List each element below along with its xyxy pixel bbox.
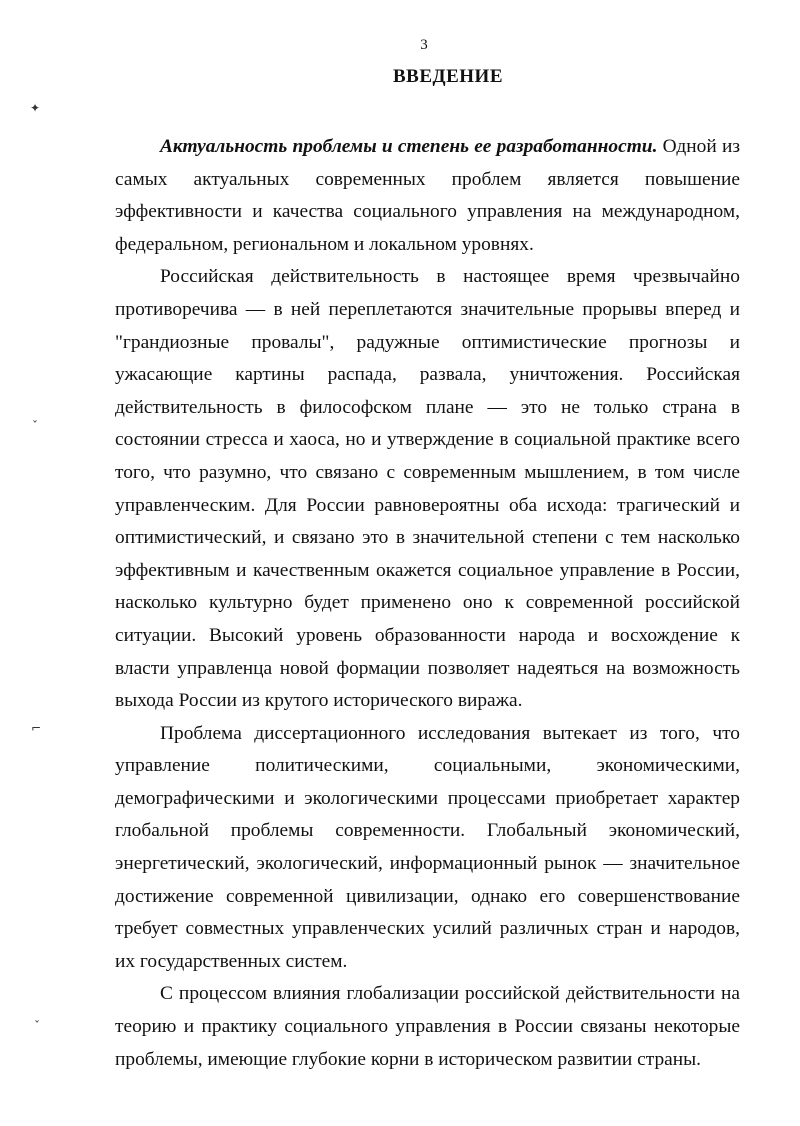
paragraph-globalization (115, 978, 740, 1076)
scan-mark-icon: ˇ (34, 1019, 40, 1033)
paragraph-text: Российская действительность в настоящее время чрезвычайно противоречива — в ней переплетаются значительные прорывы вперед и "грандиозные провалы", радужные оптимистические прогнозы и ужасающие картины распада, развала, уничтожения. Российская действительность в философском плане — это не только страна в состоянии стресса и хаоса, но и утверждение в социальной практике всего того, что разумно, что связано с современным мышлением, в том числе управленческим. Для России равновероятны оба исхода: трагический и оптимистический, и связано это в значительной степени с тем насколько эффективным и качественным окажется социальное управление в России, насколько культурно будет применено оно к современной российской ситуации. Высокий уровень образованности народа и восхождение к власти управленца новой формации позволяет надеяться на возможность выхода России из крутого исторического виража. (115, 266, 740, 712)
page-title: ВВЕДЕНИЕ (393, 66, 503, 87)
page-number: 3 (420, 37, 428, 53)
scan-mark-icon: ˇ (32, 419, 38, 433)
paragraph-text: Одной из самых актуальных современных проблем является повышение эффективности и качества социального управления на международном, федеральном, региональном и локальном уровнях. (115, 136, 741, 255)
paragraph-text: Проблема диссертационного исследования вытекает из того, что управление политическими, социальными, экономическими, демографическими и экологическими процессами приобретает характер глобальной проблемы современности. Глобальный экономический, энергетический, экологический, информационный рынок — значительное достижение современной цивилизации, однако его совершенствование требует совместных управленческих усилий различных стран и народов, их государственных систем. (115, 722, 740, 972)
document-body (115, 131, 740, 1076)
paragraph-research-problem (115, 718, 740, 979)
paragraph-relevance (115, 131, 740, 261)
scan-mark-icon: ✦ (30, 101, 41, 115)
scan-mark-icon: ⌐ (31, 721, 42, 735)
paragraph-russian-reality (115, 261, 740, 717)
paragraph-text: С процессом влияния глобализации российской действительности на теорию и практику социального управления в России связаны некоторые проблемы, имеющие глубокие корни в историческом развитии страны. (115, 983, 740, 1070)
section-lead: Актуальность проблемы и степень ее разработанности. (160, 136, 658, 157)
